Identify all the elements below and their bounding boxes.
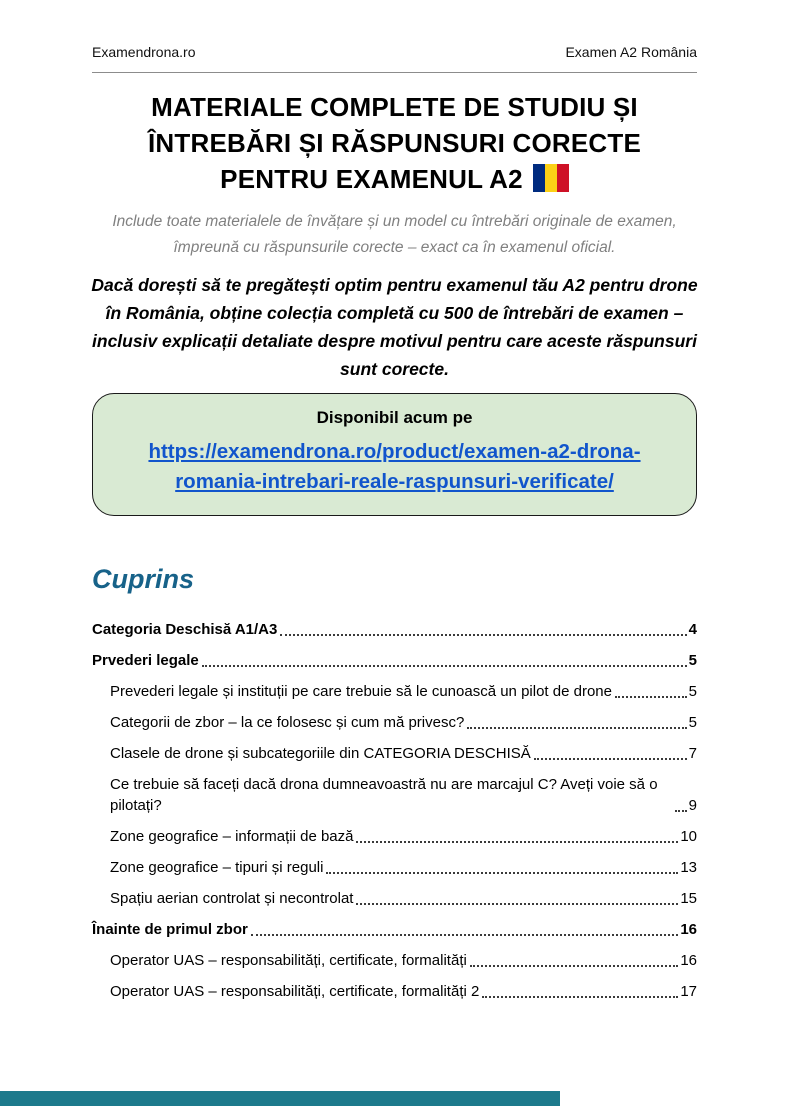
page-title <box>92 89 697 197</box>
toc-entry-label: Categoria Deschisă A1/A3 <box>92 621 278 638</box>
title-line-2: ÎNTREBĂRI ȘI RĂSPUNSURI CORECTE <box>147 128 641 158</box>
toc-entry[interactable] <box>92 888 697 909</box>
toc-entry-label: Spațiu aerian controlat și necontrolat <box>110 890 354 907</box>
dot-leader <box>467 727 686 729</box>
toc-entry-page-number: 16 <box>680 921 697 938</box>
dot-leader <box>356 841 678 843</box>
toc-entry[interactable] <box>92 857 697 878</box>
header-exam-name: Examen A2 România <box>565 44 697 60</box>
dot-leader <box>202 665 687 667</box>
toc-entry-page-number: 17 <box>680 983 697 1000</box>
promo-box <box>92 393 697 516</box>
romania-flag-icon <box>533 164 569 192</box>
toc-entry-label: Zone geografice – informații de bază <box>110 828 354 845</box>
toc-entry-label: Înainte de primul zbor <box>92 921 248 938</box>
product-link[interactable]: https://examendrona.ro/product/examen-a2-drona-romania-intrebari-reale-raspunsuri-verificate/ <box>148 440 641 493</box>
header-site-name: Examendrona.ro <box>92 44 196 60</box>
toc-entry[interactable] <box>92 650 697 671</box>
toc-entry-label: Operator UAS – responsabilități, certificate, formalități <box>110 952 467 969</box>
page-header <box>92 44 697 73</box>
toc-entry[interactable] <box>92 743 697 764</box>
toc-entry-page-number: 9 <box>688 797 697 814</box>
next-page-heading-bar <box>0 1091 560 1106</box>
dot-leader <box>615 696 687 698</box>
toc-entry[interactable] <box>92 981 697 1002</box>
toc-entry-page-number: 4 <box>688 621 697 638</box>
toc-entry[interactable] <box>92 919 697 940</box>
toc-heading: Cuprins <box>92 564 195 594</box>
title-line-1: MATERIALE COMPLETE DE STUDIU ȘI <box>151 92 638 122</box>
toc-entry-label: Prevederi legale și instituții pe care trebuie să le cunoască un pilot de drone <box>110 683 612 700</box>
dot-leader <box>675 810 687 812</box>
intro-paragraph: Include toate materialele de învățare și un model cu întrebări originale de examen, împreună cu răspunsurile corecte – exact ca în examenul oficial. <box>112 213 677 256</box>
toc-entry-page-number: 5 <box>688 714 697 731</box>
toc-entry-page-number: 15 <box>680 890 697 907</box>
toc-entry-page-number: 13 <box>680 859 697 876</box>
dot-leader <box>534 758 687 760</box>
toc-entry[interactable] <box>92 950 697 971</box>
dot-leader <box>482 996 678 998</box>
dot-leader <box>470 965 678 967</box>
toc-entry-page-number: 5 <box>688 652 697 669</box>
dot-leader <box>251 934 678 936</box>
table-of-contents <box>92 619 697 1002</box>
toc-entry[interactable] <box>92 774 697 816</box>
toc-entry[interactable] <box>92 681 697 702</box>
toc-entry-page-number: 10 <box>680 828 697 845</box>
dot-leader <box>280 634 686 636</box>
dot-leader <box>326 872 678 874</box>
toc-entry[interactable] <box>92 712 697 733</box>
toc-entry-label: Prvederi legale <box>92 652 199 669</box>
toc-entry[interactable] <box>92 826 697 847</box>
toc-entry-page-number: 16 <box>680 952 697 969</box>
toc-entry-label: Zone geografice – tipuri și reguli <box>110 859 324 876</box>
toc-entry-label: Ce trebuie să faceți dacă drona dumneavoastră nu are marcajul C? Aveți voie să o pilotați? <box>110 776 658 814</box>
toc-entry-label: Operator UAS – responsabilități, certificate, formalități 2 <box>110 983 480 1000</box>
dot-leader <box>356 903 678 905</box>
toc-entry-label: Clasele de drone și subcategoriile din CATEGORIA DESCHISĂ <box>110 745 531 762</box>
title-line-3: PENTRU EXAMENUL A2 <box>220 164 523 194</box>
toc-entry-page-number: 7 <box>688 745 697 762</box>
toc-entry-label: Categorii de zbor – la ce folosesc și cum mă privesc? <box>110 714 465 731</box>
toc-entry-page-number: 5 <box>688 683 697 700</box>
toc-entry[interactable] <box>92 619 697 640</box>
promo-heading: Disponibil acum pe <box>316 408 473 427</box>
pitch-paragraph: Dacă dorești să te pregătești optim pentru examenul tău A2 pentru drone în România, obține colecția completă cu 500 de întrebări de examen – inclusiv explicații detaliate despre motivul pentru care aceste răspunsuri sunt corecte. <box>91 275 698 379</box>
